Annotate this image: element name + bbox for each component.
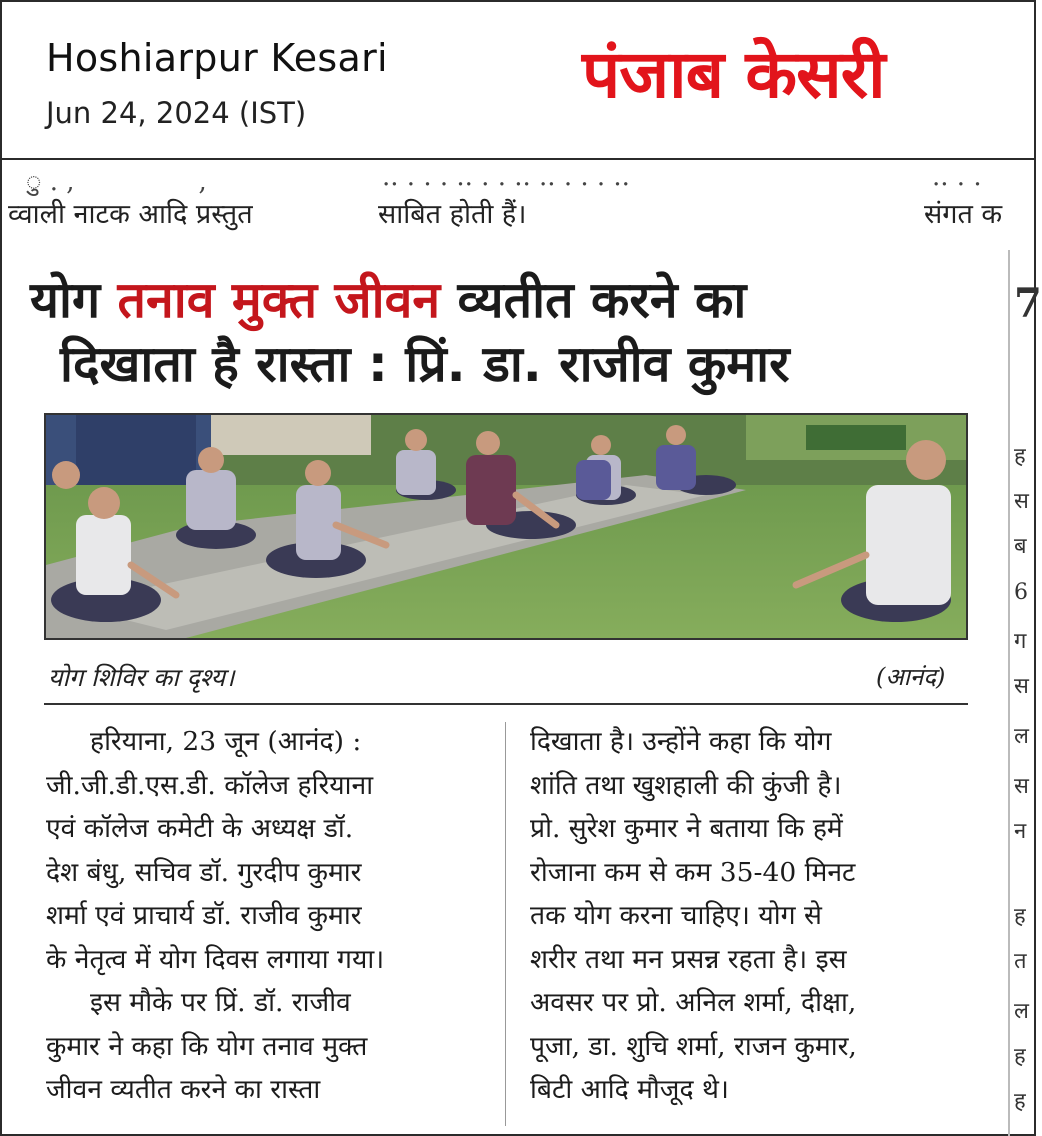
cutoff-marks: ु . , , bbox=[26, 167, 207, 197]
article-line: दिखाता है। उन्होंने कहा कि योग bbox=[530, 726, 832, 757]
article-line: एवं कॉलेज कमेटी के अध्यक्ष डॉ. bbox=[46, 813, 354, 844]
article-line: हरियाना, 23 जून (आनंद) : bbox=[90, 726, 362, 757]
article-line: जीवन व्यतीत करने का रास्ता bbox=[46, 1074, 321, 1105]
top-column-text-1: व्वाली नाटक आदि प्रस्तुत bbox=[8, 199, 253, 230]
article-line: बिटी आदि मौजूद थे। bbox=[530, 1074, 729, 1105]
article-column-right bbox=[530, 720, 974, 1112]
article-line: प्रो. सुरेश कुमार ने बताया कि हमें bbox=[530, 813, 843, 844]
clipping-header bbox=[2, 2, 1034, 160]
article-column-left bbox=[46, 720, 486, 1112]
headline-highlight: तनाव मुक्त जीवन bbox=[117, 271, 441, 329]
photo-credit: (आनंद) bbox=[876, 663, 946, 691]
publication-date: Jun 24, 2024 (IST) bbox=[46, 96, 307, 130]
headline-part2: व्यतीत करने का bbox=[440, 271, 747, 329]
right-cutoff-column: 7 ह स ब 6 ग स ल स न ह त ल ह ह bbox=[1008, 250, 1036, 1136]
top-cutoff-strip bbox=[2, 160, 1034, 240]
cutoff-marks: .. . . . .. . . .. .. . . . .. bbox=[382, 162, 630, 192]
article-line: इस मौके पर प्रिं. डॉ. राजीव bbox=[90, 987, 351, 1018]
article-line: शांति तथा खुशहाली की कुंजी है। bbox=[530, 769, 842, 801]
caption-divider bbox=[44, 703, 968, 705]
article-line: कुमार ने कहा कि योग तनाव मुक्त bbox=[46, 1030, 368, 1062]
article-line: देश बंधु, सचिव डॉ. गुरदीप कुमार bbox=[46, 856, 362, 888]
photo-illustration bbox=[46, 415, 966, 638]
newspaper-logo: पंजाब केसरी bbox=[582, 36, 885, 113]
top-column-text-2: साबित होती हैं। bbox=[378, 199, 527, 230]
article-line: शरीर तथा मन प्रसन्न रहता है। इस bbox=[530, 943, 847, 975]
article-line: के नेतृत्व में योग दिवस लगाया गया। bbox=[46, 943, 385, 975]
article-line: तक योग करना चाहिए। योग से bbox=[530, 900, 822, 931]
column-divider bbox=[505, 722, 506, 1126]
top-column-text-3: संगत क bbox=[924, 199, 1003, 230]
yoga-camp-photo bbox=[44, 413, 968, 640]
headline bbox=[30, 268, 980, 396]
edition-name: Hoshiarpur Kesari bbox=[46, 36, 388, 80]
article-line: जी.जी.डी.एस.डी. कॉलेज हरियाना bbox=[46, 769, 374, 801]
cutoff-marks: .. . . bbox=[932, 162, 982, 192]
article-line: अवसर पर प्रो. अनिल शर्मा, दीक्षा, bbox=[530, 987, 857, 1018]
article-line: पूजा, डा. शुचि शर्मा, राजन कुमार, bbox=[530, 1030, 857, 1062]
article-line: रोजाना कम से कम 35-40 मिनट bbox=[530, 856, 856, 888]
photo-caption: योग शिविर का दृश्य। bbox=[48, 663, 235, 692]
headline-line2: दिखाता है रास्ता : प्रिं. डा. राजीव कुमार bbox=[60, 335, 790, 393]
headline-part1: योग bbox=[30, 271, 118, 329]
article-line: शर्मा एवं प्राचार्य डॉ. राजीव कुमार bbox=[46, 900, 362, 931]
